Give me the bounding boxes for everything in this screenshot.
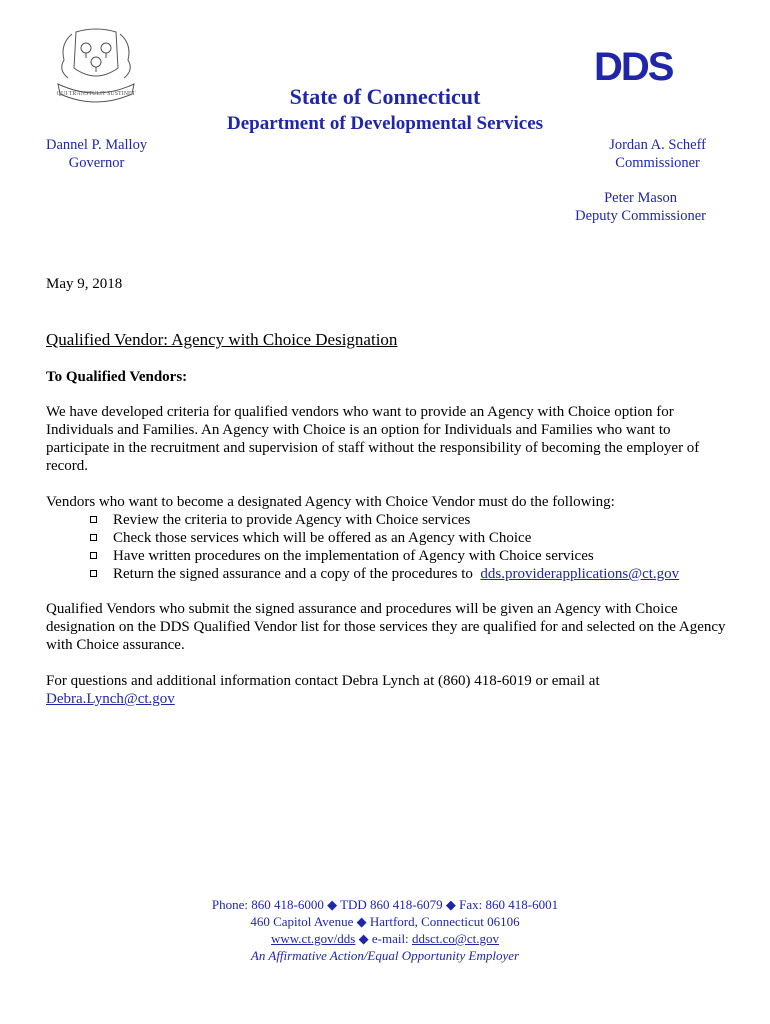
submission-email-link[interactable]: dds.providerapplications@ct.gov [480, 566, 680, 582]
list-item-text: Return the signed assurance and a copy of the procedures to [113, 566, 473, 582]
paragraph-requirements: Vendors who want to become a designated Agency with Choice Vendor must do the following: [46, 494, 615, 510]
list-item [90, 547, 679, 565]
dds-logo [594, 44, 686, 86]
list-item [90, 529, 679, 547]
letter-date: May 9, 2018 [46, 276, 123, 292]
governor-title: Governor [68, 155, 125, 171]
checkbox-bullet-icon [90, 552, 97, 559]
deputy-name: Peter Mason [604, 190, 677, 206]
footer-phones: Phone: 860 418-6000 ◆ TDD 860 418-6079 ◆ Fax: 860 418-6001 [211, 897, 559, 912]
list-item [90, 565, 679, 583]
governor-block [46, 136, 147, 172]
list-item-text: Check those services which will be offered as an Agency with Choice [113, 530, 532, 546]
footer-email-label: ◆ e-mail: [355, 931, 412, 946]
paragraph-designation: Qualified Vendors who submit the signed assurance and procedures will be given an Agency with Choice designation on the DDS Qualified Vendor list for those services they are qualified for and selected on the Agency with Choice assurance. [46, 601, 726, 653]
list-item-text: Have written procedures on the implementation of Agency with Choice services [113, 548, 594, 564]
requirements-list [90, 511, 679, 583]
website-link[interactable]: www.ct.gov/dds [270, 931, 356, 946]
checkbox-bullet-icon [90, 570, 97, 577]
letter-subject: Qualified Vendor: Agency with Choice Designation [46, 330, 398, 349]
checkbox-bullet-icon [90, 534, 97, 541]
paragraph-contact [46, 672, 726, 708]
commissioner-name: Jordan A. Scheff [609, 137, 706, 153]
checkbox-bullet-icon [90, 516, 97, 523]
eeo-statement: An Affirmative Action/Equal Opportunity Employer [250, 948, 520, 963]
list-item-text: Review the criteria to provide Agency with Choice services [113, 512, 471, 528]
salutation: To Qualified Vendors: [46, 369, 188, 385]
deputy-block [575, 189, 706, 225]
letter-footer [0, 896, 770, 964]
seal-motto: QUI TRANSTULIT SUSTINET [56, 91, 136, 97]
state-heading: State of Connecticut [289, 84, 481, 109]
deputy-title: Deputy Commissioner [575, 208, 706, 224]
department-heading: Department of Developmental Services [226, 113, 544, 134]
commissioner-title: Commissioner [615, 155, 700, 171]
footer-address: 460 Capitol Avenue ◆ Hartford, Connecticut 06106 [250, 914, 520, 929]
governor-name: Dannel P. Malloy [46, 137, 148, 153]
commissioner-block [609, 136, 706, 172]
footer-links [0, 930, 770, 947]
dds-logo-text: DDS [594, 45, 673, 86]
contact-email-link[interactable]: Debra.Lynch@ct.gov [46, 691, 175, 707]
footer-email-link[interactable]: ddsct.co@ct.gov [411, 931, 500, 946]
contact-text: For questions and additional information contact Debra Lynch at (860) 418-6019 or email at [46, 673, 600, 689]
list-item [90, 511, 679, 529]
paragraph-intro: We have developed criteria for qualified vendors who want to provide an Agency with Choice option for Individuals and Families. An Agency with Choice is an option for Individuals and Families who want to participate in the recruitment and supervision of staff without the responsibility of becoming the employer of record. [46, 404, 700, 474]
